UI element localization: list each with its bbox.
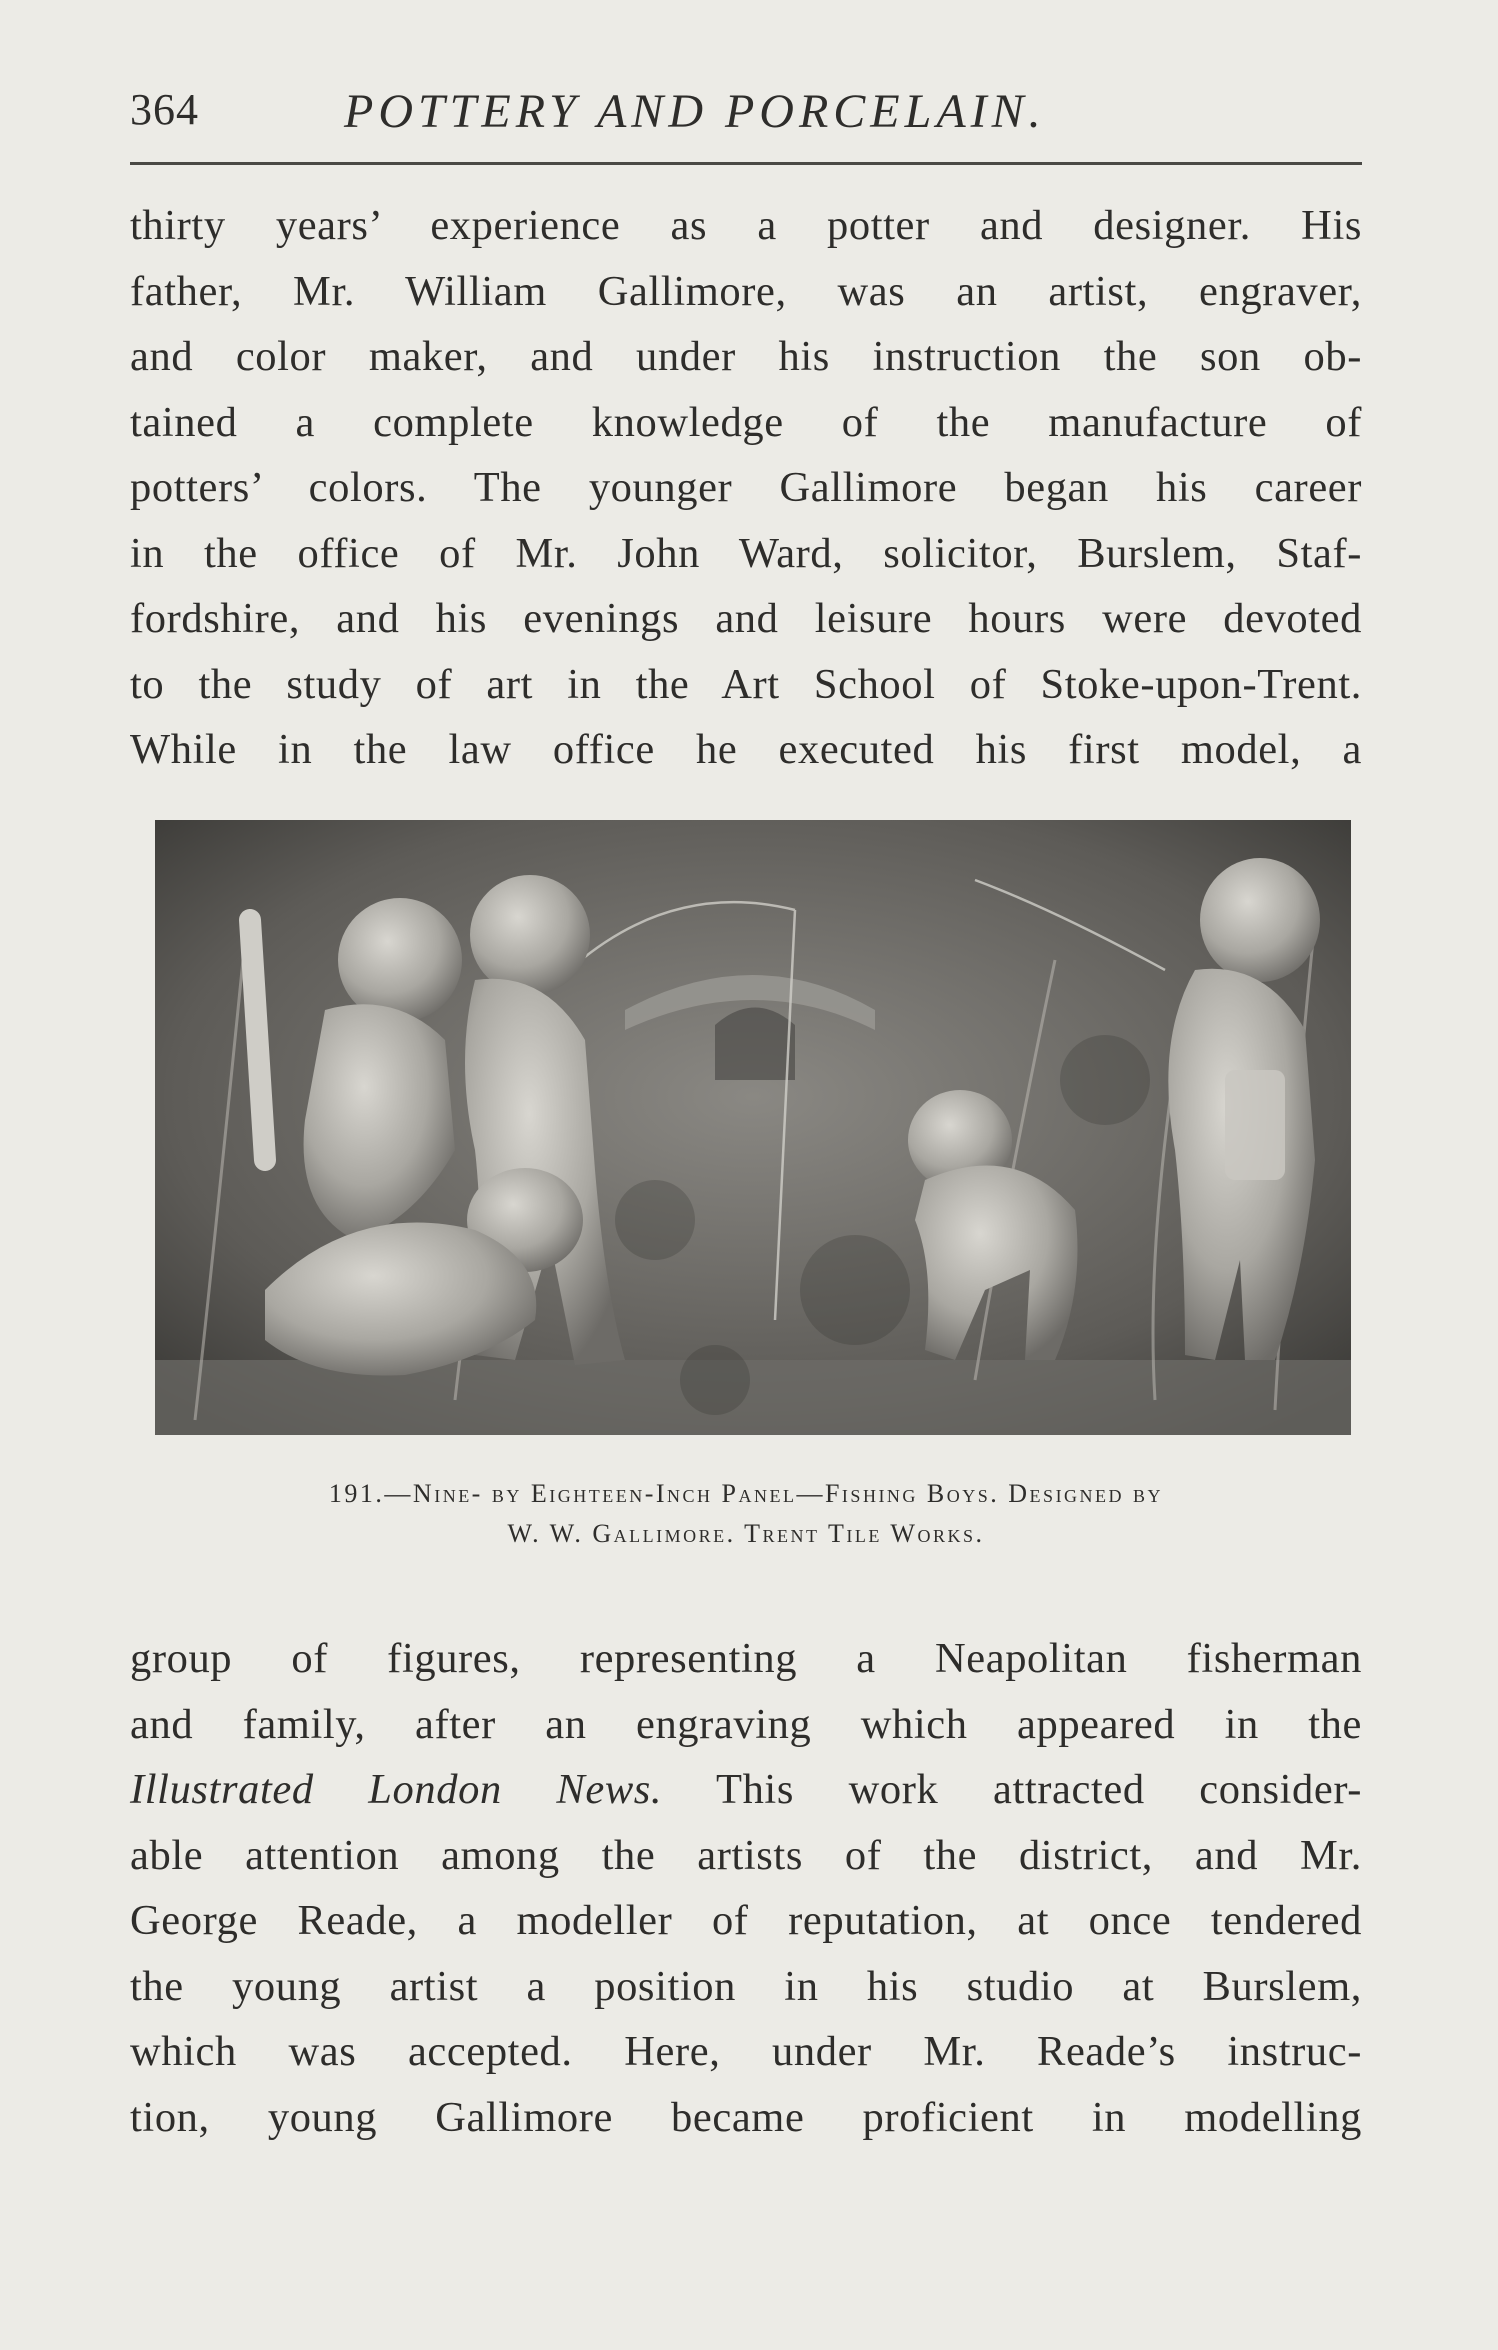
text-line: thirty years’ experience as a potter and designer. His <box>130 202 1362 249</box>
text-line: and family, after an engraving which appeared in the <box>130 1700 1362 1748</box>
caption-line-1: 191.—Nine- by Eighteen-Inch Panel—Fishing Boys. Designed by <box>328 1479 1164 1508</box>
figure-caption <box>130 1474 1362 1554</box>
text-line: tained a complete knowledge of the manufacture of <box>130 398 1362 446</box>
text-line: which was accepted. Here, under Mr. Reade’s instruc- <box>130 2028 1362 2075</box>
header-rule <box>130 162 1362 165</box>
page-header <box>130 78 1362 158</box>
text-line: group of figures, representing a Neapolitan fisherman <box>130 1635 1362 1682</box>
text-line: to the study of art in the Art School of Stoke-upon-Trent. <box>130 660 1362 708</box>
text-line: tion, young Gallimore became proficient in modelling <box>130 2093 1362 2141</box>
page-number: 364 <box>130 85 199 134</box>
text-line: fordshire, and his evenings and leisure hours were devoted <box>130 595 1362 642</box>
text-line <box>130 1757 1362 1823</box>
running-title: POTTERY AND PORCELAIN. <box>344 85 1046 138</box>
text-line: father, Mr. William Gallimore, was an artist, engraver, <box>130 267 1362 315</box>
text-line: While in the law office he executed his first model, a <box>130 726 1362 773</box>
relief-panel-fishing-boys-image <box>155 820 1351 1435</box>
caption-line-2: W. W. Gallimore. Trent Tile Works. <box>507 1519 985 1548</box>
paragraph-bottom <box>130 1626 1362 2150</box>
text-line: potters’ colors. The younger Gallimore began his career <box>130 464 1362 511</box>
text-line: in the office of Mr. John Ward, solicitor, Burslem, Staf- <box>130 529 1362 577</box>
text-line: George Reade, a modeller of reputation, at once tendered <box>130 1897 1362 1944</box>
publication-title: Illustrated London News. <box>130 1766 663 1813</box>
paragraph-top <box>130 193 1362 783</box>
text-line: able attention among the artists of the district, and Mr. <box>130 1831 1362 1879</box>
text-fragment: This work attracted consider- <box>662 1766 1362 1813</box>
text-line: and color maker, and under his instruction the son ob- <box>130 333 1362 380</box>
text-line: the young artist a position in his studio at Burslem, <box>130 1962 1362 2010</box>
